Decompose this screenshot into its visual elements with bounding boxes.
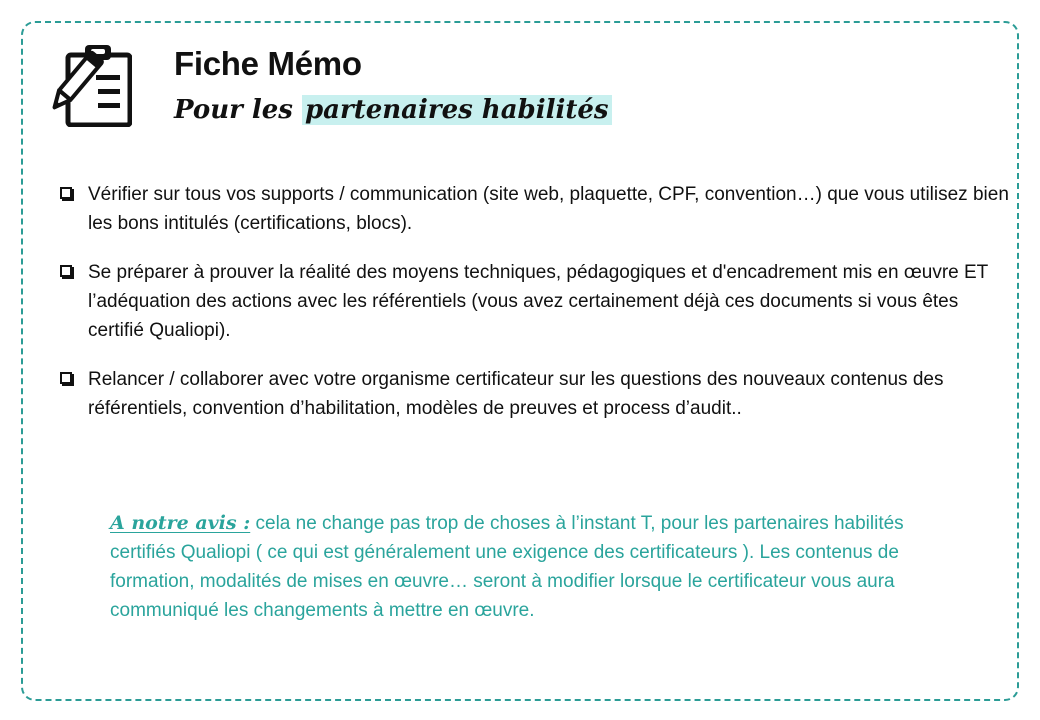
checklist-item-text: Vérifier sur tous vos supports / communication (site web, plaquette, CPF, convention…) que vous utilisez bien les bons intitulés (certifications, blocs). (88, 184, 1009, 234)
checkbox-icon (60, 187, 72, 199)
subtitle-highlight: partenaires habilités (302, 95, 612, 125)
checklist-item-text: Se préparer à prouver la réalité des moyens techniques, pédagogiques et d'encadrement mis en œuvre ET l’adéquation des actions avec les référentiels (vous avez certainement déjà ces documents si vous êtes certifié Qualiopi). (88, 262, 988, 341)
checkbox-icon (60, 265, 72, 277)
advice-lead: A notre avis : (110, 512, 251, 534)
checklist-item (60, 180, 1010, 238)
advice-text: cela ne change pas trop de choses à l’instant T, pour les partenaires habilités certifiés Qualiopi ( ce qui est généralement une exigence des certificateurs ). Les contenus de formation, modalités de mises en œuvre… seront à modifier lorsque le certificateur vous aura communiqué les changements à mettre en œuvre. (110, 513, 904, 621)
subtitle-prefix: Pour les (174, 95, 293, 125)
checklist-item-text: Relancer / collaborer avec votre organisme certificateur sur les questions des nouveaux contenus des référentiels, convention d’habilitation, modèles de preuves et process d’audit.. (88, 369, 944, 419)
page-subtitle (174, 92, 612, 128)
clipboard-pencil-icon (52, 43, 132, 127)
advice-note (110, 509, 960, 625)
checkbox-icon (60, 372, 72, 384)
checklist-item (60, 258, 1010, 345)
page-title: Fiche Mémo (174, 45, 362, 82)
checklist (60, 180, 1010, 443)
checklist-item (60, 365, 1010, 423)
